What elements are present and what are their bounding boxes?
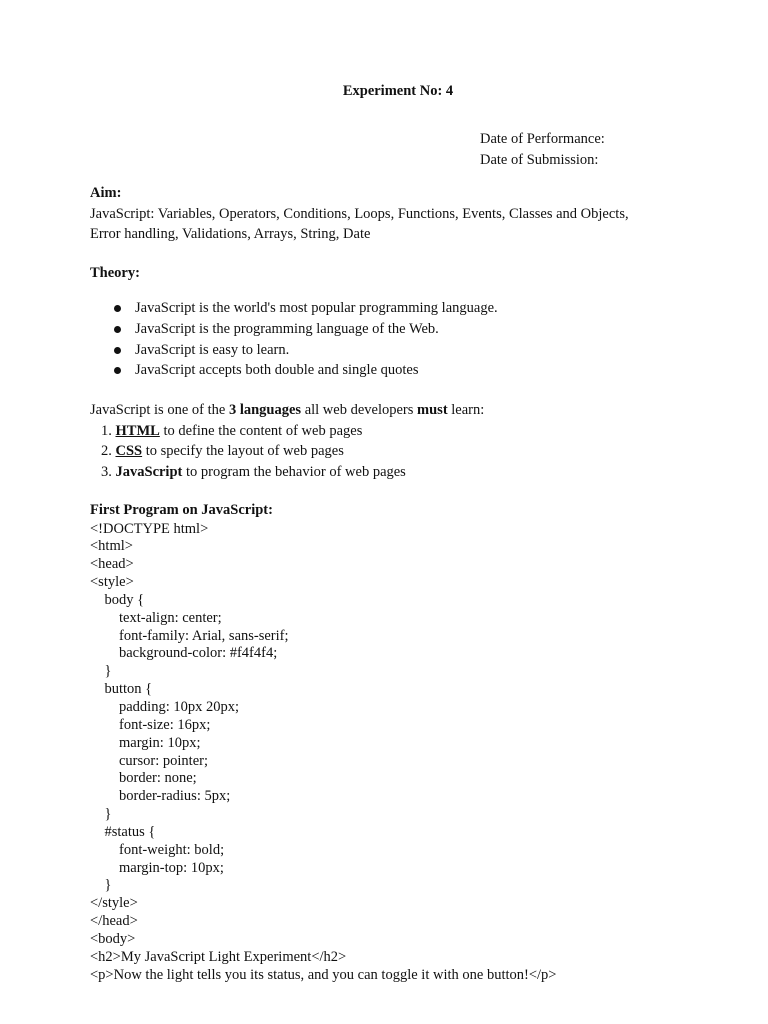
language-desc: to define the content of web pages [159, 422, 363, 439]
code-line: font-weight: bold; [90, 841, 225, 858]
code-line: </style> [90, 895, 138, 912]
bullet-icon [114, 367, 121, 374]
languages-intro [90, 400, 730, 421]
bullet-icon [114, 347, 121, 354]
code-line: border-radius: 5px; [90, 788, 231, 805]
code-line: body { [90, 591, 145, 608]
language-desc: to specify the layout of web pages [142, 443, 344, 460]
code-line: <!DOCTYPE html> [90, 520, 209, 537]
intro-bold-languages: 3 languages [228, 402, 302, 419]
bullet-text: JavaScript is easy to learn. [135, 341, 290, 358]
intro-prefix: JavaScript is one of the [90, 402, 229, 419]
code-line: background-color: #f4f4f4; [90, 645, 278, 662]
list-item [90, 319, 730, 340]
list-item [90, 421, 730, 442]
list-item [90, 462, 730, 483]
language-name-html: HTML [115, 422, 160, 439]
code-line: <html> [90, 538, 133, 555]
code-line: margin: 10px; [90, 734, 201, 751]
code-line: margin-top: 10px; [90, 859, 224, 876]
code-line: button { [90, 681, 153, 698]
language-desc: to program the behavior of web pages [182, 464, 406, 481]
code-line: <style> [90, 574, 134, 591]
list-number: 3. [101, 464, 112, 481]
languages-list [90, 421, 730, 483]
bullet-icon [114, 305, 121, 312]
intro-bold-must: must [417, 402, 448, 419]
language-name-css: CSS [115, 443, 143, 460]
list-number: 2. [101, 443, 112, 460]
code-line: cursor: pointer; [90, 752, 208, 769]
dates-block [480, 129, 605, 170]
theory-heading: Theory: [90, 264, 140, 281]
document-body [90, 183, 730, 985]
code-listing [90, 521, 730, 985]
code-line: <p>Now the light tells you its status, and you can toggle it with one button!</p> [90, 966, 557, 983]
bullet-text: JavaScript is the programming language of the Web. [135, 320, 439, 337]
list-number: 1. [101, 422, 112, 439]
list-item [90, 298, 730, 319]
date-of-submission: Date of Submission: [480, 151, 599, 168]
list-item [90, 441, 730, 462]
language-name-javascript: JavaScript [115, 464, 183, 481]
experiment-title: Experiment No: 4 [342, 83, 454, 99]
bullet-text: JavaScript is the world's most popular programming language. [135, 300, 498, 316]
code-line: border: none; [90, 770, 197, 787]
intro-middle: all web developers [301, 402, 418, 419]
code-line: font-family: Arial, sans-serif; [90, 627, 289, 644]
code-line: </head> [90, 913, 138, 930]
theory-bullet-list [90, 298, 730, 381]
date-of-performance: Date of Performance: [480, 131, 605, 147]
list-item [90, 360, 730, 381]
aim-heading: Aim: [90, 185, 122, 201]
code-line: <h2>My JavaScript Light Experiment</h2> [90, 948, 347, 965]
code-line: padding: 10px 20px; [90, 699, 240, 716]
code-line: } [90, 877, 112, 894]
code-line: <body> [90, 930, 136, 947]
bullet-icon [114, 326, 121, 333]
code-line: text-align: center; [90, 609, 222, 626]
program-heading: First Program on JavaScript: [90, 502, 273, 519]
code-line: #status { [90, 823, 156, 840]
code-line: } [90, 806, 112, 823]
intro-suffix: learn: [447, 402, 485, 419]
code-line: <head> [90, 556, 134, 573]
code-line: } [90, 663, 112, 680]
code-line: font-size: 16px; [90, 716, 211, 733]
aim-text-line-1: JavaScript: Variables, Operators, Conditions, Loops, Functions, Events, Classes and Objects, [90, 205, 629, 222]
bullet-text: JavaScript accepts both double and single quotes [135, 362, 419, 379]
aim-text-line-2: Error handling, Validations, Arrays, String, Date [90, 226, 371, 242]
list-item [90, 340, 730, 361]
